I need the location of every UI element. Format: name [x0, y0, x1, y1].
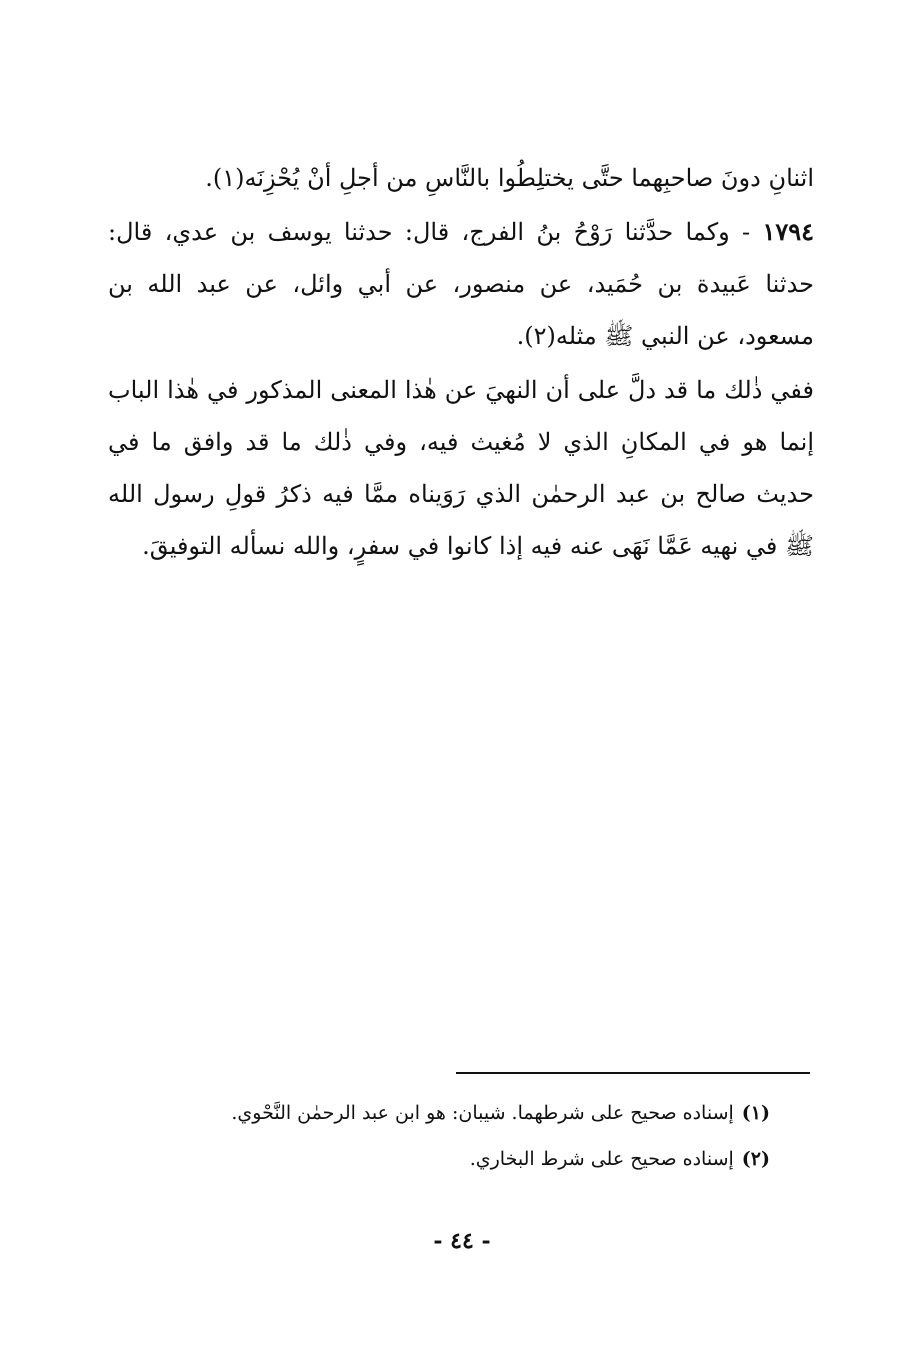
hadith-number: ١٧٩٤	[762, 217, 814, 246]
footnote-divider	[456, 1072, 810, 1074]
paragraph-hadith	[108, 206, 814, 362]
footnote-number: (٢)	[741, 1148, 770, 1170]
footnote-text: إسناده صحيح على شرطهما. شيبان: هو ابن عبد الرحمٰن النَّحْوي.	[231, 1102, 734, 1124]
page-number: - ٤٤ -	[433, 1228, 491, 1254]
footnotes	[108, 1090, 770, 1182]
footnote-number: (١)	[741, 1102, 770, 1124]
paragraph-text: اثنانِ دونَ صاحبِهما حتَّى يختلِطُوا بالنَّاسِ من أجلِ أنْ يُحْزِنَه(١).	[205, 164, 814, 192]
footnote-item	[108, 1090, 770, 1136]
paragraph-text: - وكما حدَّثنا رَوْحُ بنُ الفرج، قال: حدثنا يوسف بن عدي، قال: حدثنا عَبيدة بن حُمَيد، عن منصور، عن أبي وائل، عن عبد الله بن مسعود، عن النبي ﷺ مثله(٢).	[108, 218, 814, 350]
paragraph-commentary	[108, 364, 814, 572]
footnote-item	[108, 1136, 770, 1182]
paragraph-text: ففي ذٰلك ما قد دلَّ على أن النهيَ عن هٰذا المعنى المذكور في هٰذا الباب إنما هو في المكانِ الذي لا مُغيث فيه، وفي ذٰلك ما قد وافق ما في حديث صالح بن عبد الرحمٰن الذي رَوَيناه ممَّا فيه ذكرُ قولِ رسول الله ﷺ في نهيه عَمَّا نَهَى عنه فيه إذا كانوا في سفرٍ، والله نسأله التوفيقَ.	[108, 376, 814, 560]
paragraph-continuation	[108, 152, 814, 204]
footnote-text: إسناده صحيح على شرط البخاري.	[469, 1148, 734, 1170]
main-text-body	[108, 152, 814, 572]
